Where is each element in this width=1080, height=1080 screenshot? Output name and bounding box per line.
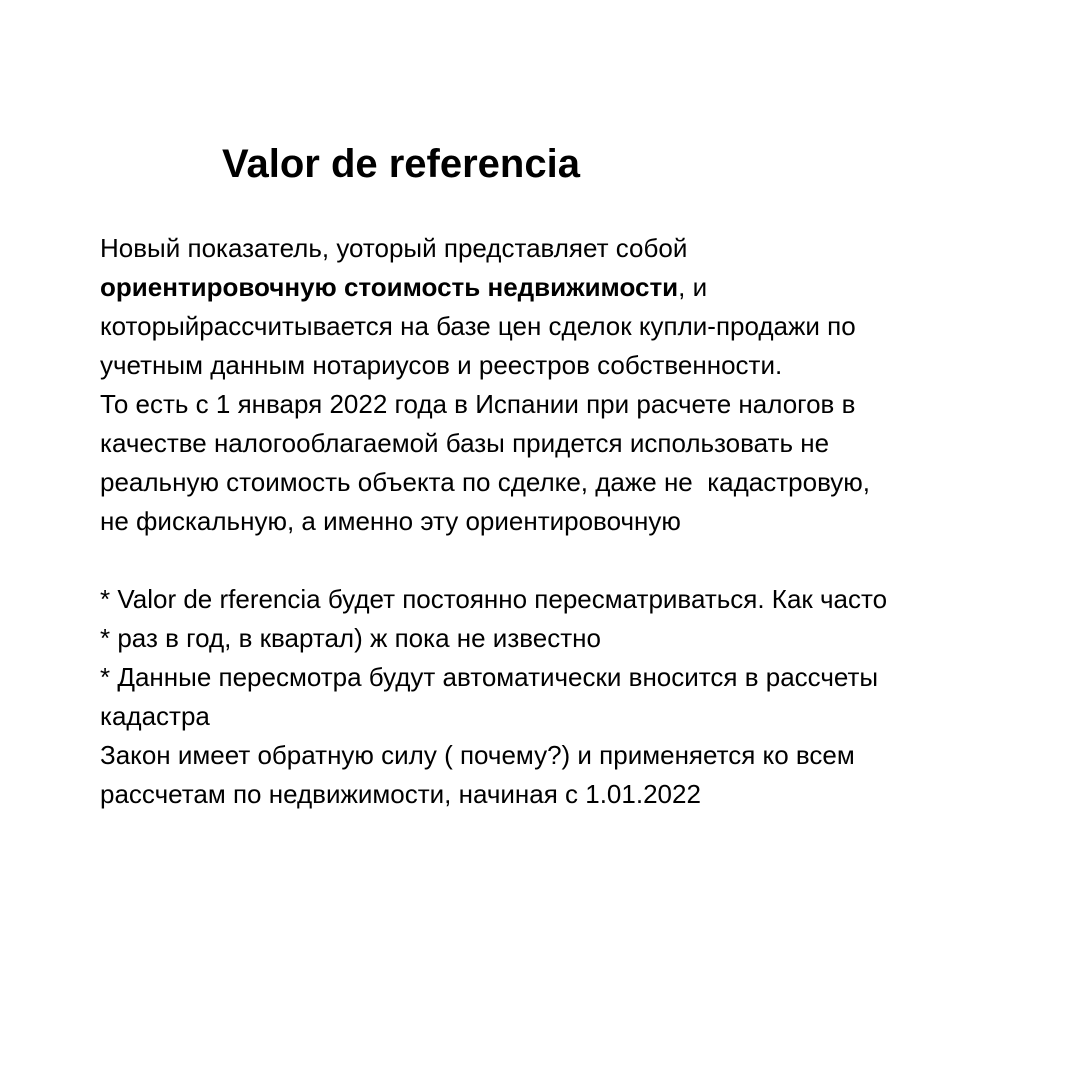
- document-body: [100, 229, 1040, 814]
- note-item-continuation: кадастра: [100, 701, 210, 731]
- text-line: рассчетам по недвижимости, начиная с 1.01.2022: [100, 779, 701, 809]
- paragraph-spacer: [100, 541, 1040, 580]
- text-line: Новый показатель, уоторый представляет собой: [100, 233, 688, 263]
- text-line: качестве налогооблагаемой базы придется использовать не: [100, 428, 830, 458]
- text-fragment: , и: [678, 272, 708, 302]
- text-line: учетным данным нотариусов и реестров собственности.: [100, 350, 783, 380]
- note-item: * Данные пересмотра будут автоматически вносится в рассчеты: [100, 662, 879, 692]
- text-line: не фискальную, а именно эту ориентировочную: [100, 506, 681, 536]
- document-title: Valor de referencia: [222, 142, 580, 186]
- text-line: [100, 268, 1040, 307]
- text-line: Закон имеет обратную силу ( почему?) и применяется ко всем: [100, 740, 855, 770]
- note-item: * Valor de rferencia будет постоянно пересматриваться. Как часто: [100, 584, 888, 614]
- emphasis-text: ориентировочную стоимость недвижимости: [100, 272, 679, 302]
- paragraph-explanation: [100, 385, 1040, 541]
- paragraph-definition: [100, 229, 1040, 385]
- text-line: реальную стоимость объекта по сделке, даже не кадастровую,: [100, 467, 871, 497]
- paragraph-closing: [100, 736, 1040, 814]
- note-item: * раз в год, в квартал) ж пока не известно: [100, 623, 601, 653]
- notes-list: [100, 580, 1040, 736]
- text-line: То есть с 1 января 2022 года в Испании при расчете налогов в: [100, 389, 856, 419]
- text-line: которыйрассчитывается на базе цен сделок купли-продажи по: [100, 311, 856, 341]
